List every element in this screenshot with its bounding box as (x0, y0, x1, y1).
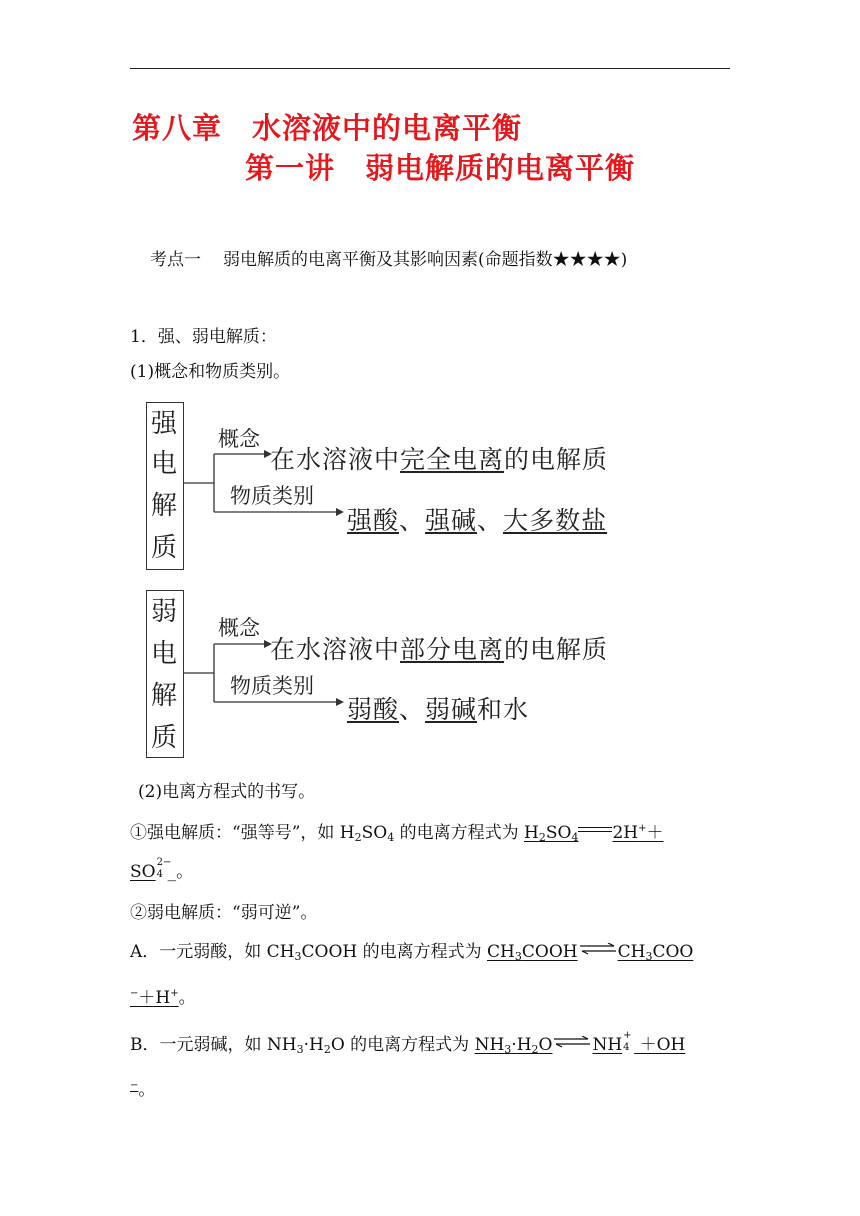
strong-char-3: 解 (151, 491, 178, 521)
reversible-arrow (578, 943, 618, 955)
sulfate-ion: SO 2− 4 (130, 857, 172, 882)
chapter-name: 水溶液中的电离平衡 (252, 111, 523, 145)
strong-concept-text: 在水溶液中完全电离的电解质 (270, 445, 609, 474)
weak-base-line-2: −。 (130, 1080, 156, 1100)
weak-acid-equation: $CH_3COOH$ $CH_3COO$ (487, 942, 694, 963)
weak-concept-text: 在水溶液中部分电离的电解质 (270, 635, 609, 664)
subsection-equations: (2)电离方程式的书写。 (138, 782, 316, 802)
kaodian-heading (150, 245, 627, 270)
weak-acid-line-2: −＋H+。 (130, 988, 196, 1008)
weak-acid-products: −＋H+ (130, 988, 179, 1008)
chapter-number: 第八章 (132, 111, 223, 145)
weak-category-text: 弱酸、弱碱和水 (347, 695, 530, 724)
weak-concept-label: 概念 (218, 616, 260, 640)
weak-char-1: 弱 (151, 597, 178, 627)
weak-acid-line: A．一元弱酸，如 $CH_3COOH$ 的电离方程式为 $CH_3COOH$ $CH_3COO$ (130, 942, 694, 963)
strong-char-1: 强 (151, 409, 178, 439)
weak-char-3: 解 (151, 681, 178, 711)
weak-char-2: 电 (151, 639, 178, 669)
weak-char-4: 质 (151, 723, 178, 753)
weak-cat-acid: 弱酸 (347, 695, 400, 724)
weak-base-equation: $NH_3\cdot H_2O$ NH + 4 ＋OH (474, 1030, 686, 1056)
strong-char-4: 质 (151, 533, 178, 563)
weak-concept-key: 部分电离 (400, 635, 505, 664)
strong-concept-key: 完全电离 (400, 445, 505, 474)
strong-equation: $H_2SO_4$ 2H+＋ (524, 823, 664, 844)
strong-cat-salt: 大多数盐 (503, 506, 608, 535)
kaodian-label: 考点一 (150, 250, 201, 270)
strong-category-text: 强酸、强碱、大多数盐 (347, 506, 608, 535)
weak-cat-base: 弱碱 (425, 695, 478, 724)
strong-char-2: 电 (151, 449, 178, 479)
weak-base-line: B．一元弱碱，如 $NH_3\cdot H_2O$ 的电离方程式为 $NH_3\cdot H_2O$ NH + 4 ＋OH (130, 1030, 686, 1056)
strong-equation-line-2: SO 2− 4 _。 (130, 857, 194, 882)
lecture-number: 第一讲 (245, 151, 336, 185)
strong-concept-label: 概念 (218, 427, 260, 451)
hydroxide-charge: − (130, 1080, 139, 1091)
lecture-title (245, 146, 635, 187)
top-rule (130, 68, 730, 69)
weak-cat-water: 和水 (477, 695, 530, 724)
lecture-name: 弱电解质的电离平衡 (365, 151, 636, 185)
strong-cat-base: 强碱 (425, 506, 478, 535)
equals-sign (578, 827, 612, 835)
kaodian-text: 弱电解质的电离平衡及其影响因素(命题指数★★★★) (223, 250, 628, 270)
section-heading: 1．强、弱电解质： (130, 327, 277, 347)
weak-category-label: 物质类别 (230, 674, 314, 698)
chapter-title (132, 106, 522, 147)
strong-category-label: 物质类别 (230, 484, 314, 508)
weak-intro-line: ②弱电解质：“弱可逆”。 (130, 903, 318, 923)
subsection-concepts: (1)概念和物质类别。 (130, 362, 291, 382)
reversible-arrow-2 (552, 1036, 592, 1048)
strong-equation-line: ①强电解质：“强等号”，如 $H_2SO_4$ 的电离方程式为 $H_2SO_4$ 2H+＋ (130, 823, 664, 844)
strong-cat-acid: 强酸 (347, 506, 400, 535)
